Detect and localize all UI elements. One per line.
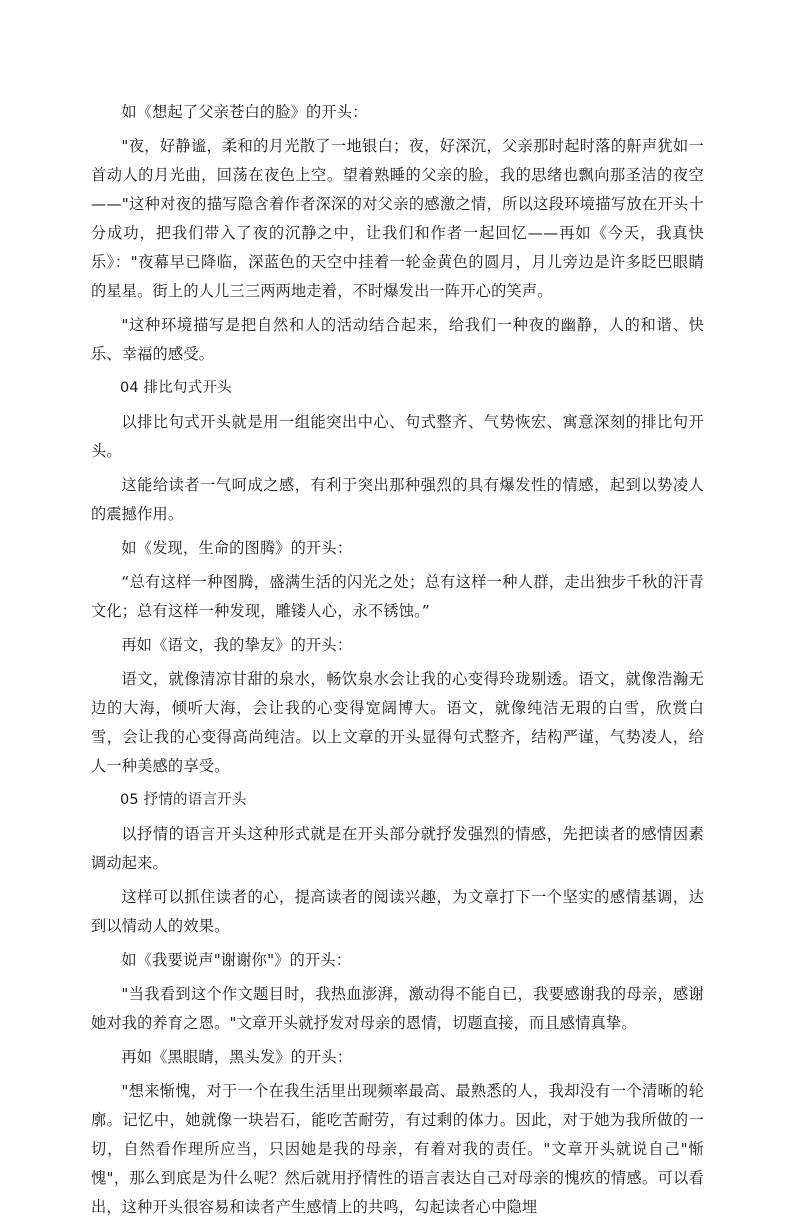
paragraph-thanks-quote: "当我看到这个作文题目时，我热血澎湃，激动得不能自已，我要感谢我的母亲，感谢她对我的养育之恩。"文章开头就抒发对母亲的恩情，切题直接，而且感情真挚。 — [91, 985, 704, 1032]
paragraph-lyrical-effect: 这样可以抓住读者的心，提高读者的阅读兴趣，为文章打下一个坚实的感情基调，达到以情动人的效果。 — [91, 888, 704, 935]
paragraph-black-eyes-quote: "想来惭愧，对于一个在我生活里出现频率最高、最熟悉的人，我却没有一个清晰的轮廓。记忆中，她就像一块岩石，能吃苦耐劳，有过剩的体力。因此，对于她为我所做的一切，自然看作理所应当，只因她是我的母亲，有着对我的责任。"文章开头就说自己"惭愧"，那么到底是为什么呢？然后就用抒情性的语言表达自己对母亲的愧疚的情感。可以看出，这种开头很容易和读者产生感情上的共鸣，勾起读者心中隐埋 — [91, 1082, 704, 1216]
paragraph-environment-comment: "这种环境描写是把自然和人的活动结合起来，给我们一种夜的幽静，人的和谐、快乐、幸福的感受。 — [91, 316, 704, 363]
paragraph-lyrical-definition: 以抒情的语言开头这种形式就是在开头部分就抒发强烈的情感，先把读者的感情因素调动起来。 — [91, 825, 704, 872]
paragraph-intro-example: 如《想起了父亲苍白的脸》的开头： — [121, 103, 368, 121]
paragraph-parallelism-effect: 这能给读者一气呵成之感，有利于突出那种强烈的具有爆发性的情感，起到以势凌人的震撼作用。 — [91, 476, 704, 523]
paragraph-chinese-quote: 语文，就像清凉甘甜的泉水，畅饮泉水会让我的心变得玲珑剔透。语文，就像浩瀚无边的大海，倾听大海，会让我的心变得宽阔博大。语文，就像纯洁无瑕的白雪，欣赏白雪，会让我的心变得高尚纯洁。以上文章的开头显得句式整齐，结构严谨，气势凌人，给人一种美感的享受。 — [91, 670, 704, 775]
paragraph-totem-quote: “总有这样一种图腾，盛满生活的闪光之处；总有这样一种人群，走出独步千秋的汗青文化；总有这样一种发现，雕镂人心，永不锈蚀。” — [91, 573, 704, 620]
paragraph-example-black-eyes: 再如《黑眼睛，黑头发》的开头： — [121, 1048, 353, 1066]
section-heading-lyrical: 05 抒情的语言开头 — [120, 792, 247, 808]
section-heading-parallelism: 04 排比句式开头 — [120, 380, 232, 396]
paragraph-parallelism-definition: 以排比句式开头就是用一组能突出中心、句式整齐、气势恢宏、寓意深刻的排比句开头。 — [91, 413, 704, 460]
paragraph-example-chinese: 再如《语文，我的挚友》的开头： — [121, 636, 353, 654]
paragraph-night-quote: "夜，好静谧，柔和的月光散了一地银白；夜，好深沉，父亲那时起时落的鼾声犹如一首动人的月光曲，回荡在夜色上空。望着熟睡的父亲的脸，我的思绪也飘向那圣洁的夜空——"这种对夜的描写隐含着作者深深的对父亲的感激之情，所以这段环境描写放在开头十分成功，把我们带入了夜的沉静之中，让我们和作者一起回忆——再如《今天，我真快乐》："夜幕早已降临，深蓝色的天空中挂着一轮金黄色的圆月，月儿旁边是许多眨巴眼睛的星星。街上的人儿三三两两地走着，不时爆发出一阵开心的笑声。 — [91, 137, 704, 300]
paragraph-example-totem: 如《发现，生命的图腾》的开头： — [121, 539, 353, 557]
paragraph-example-thanks: 如《我要说声"谢谢你"》的开头： — [121, 951, 352, 969]
